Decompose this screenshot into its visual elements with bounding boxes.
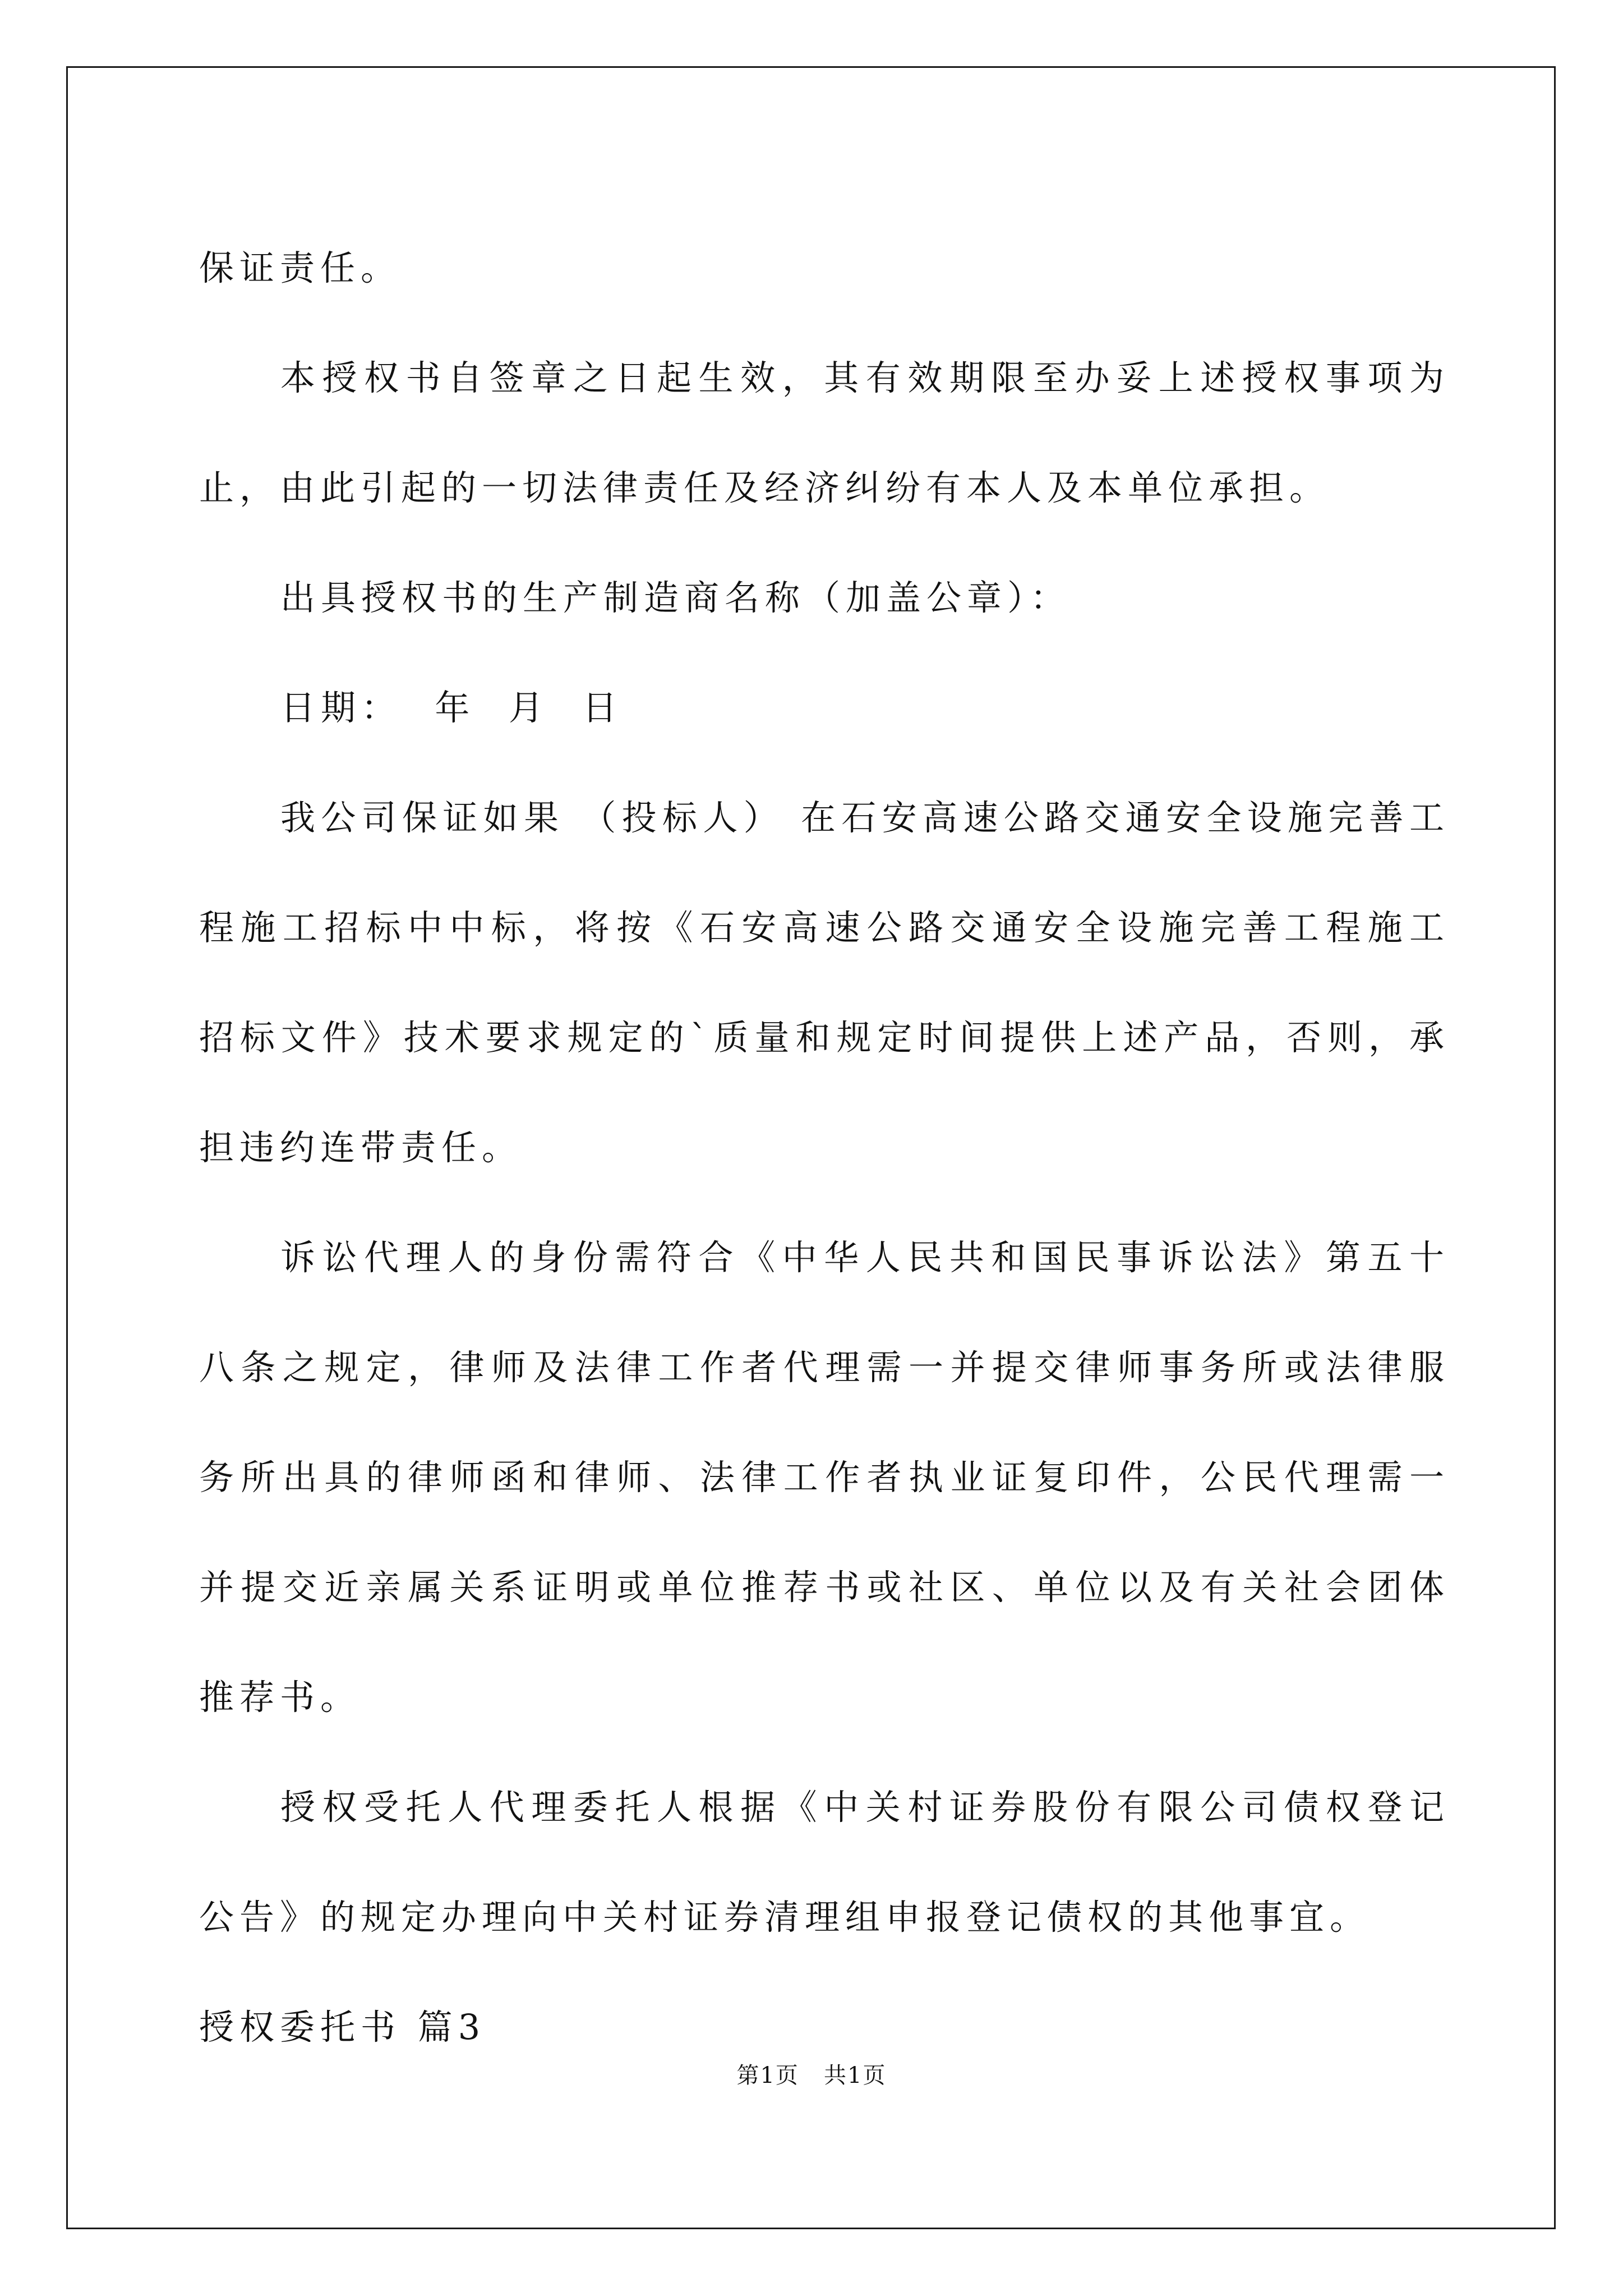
paragraph-date: 日期： 年 月 日 <box>280 687 623 728</box>
page-footer: 第1页 共1页 <box>736 2063 887 2088</box>
section-heading: 授权委托书 篇3 <box>199 2007 486 2047</box>
paragraph-validity: 本授权书自签章之日起生效，其有效期限至办妥上述授权事项为止，由此引起的一切法律责任及经济纠纷有本人及本单位承担。 <box>199 357 1450 508</box>
paragraph-authorization-scope: 授权受托人代理委托人根据《中关村证券股份有限公司债权登记公告》的规定办理向中关村证券清理组申报登记债权的其他事宜。 <box>199 1787 1450 1938</box>
paragraph-guarantee-end: 保证责任。 <box>199 247 402 288</box>
paragraph-bid-guarantee: 我公司保证如果 （投标人） 在石安高速公路交通安全设施完善工程施工招标中中标，将按《石安高速公路交通安全设施完善工程施工招标文件》技术要求规定的`质量和规定时间提供上述产品，否则，承担违约连带责任。 <box>199 797 1450 1168</box>
paragraph-manufacturer-name: 出具授权书的生产制造商名称（加盖公章）： <box>280 577 1071 618</box>
paragraph-litigation-agent: 诉讼代理人的身份需符合《中华人民共和国民事诉讼法》第五十八条之规定，律师及法律工作者代理需一并提交律师事务所或法律服务所出具的律师函和律师、法律工作者执业证复印件，公民代理需一并提交近亲属关系证明或单位推荐书或社区、单位以及有关社会团体推荐书。 <box>199 1237 1450 1718</box>
document-body <box>199 213 1450 2082</box>
